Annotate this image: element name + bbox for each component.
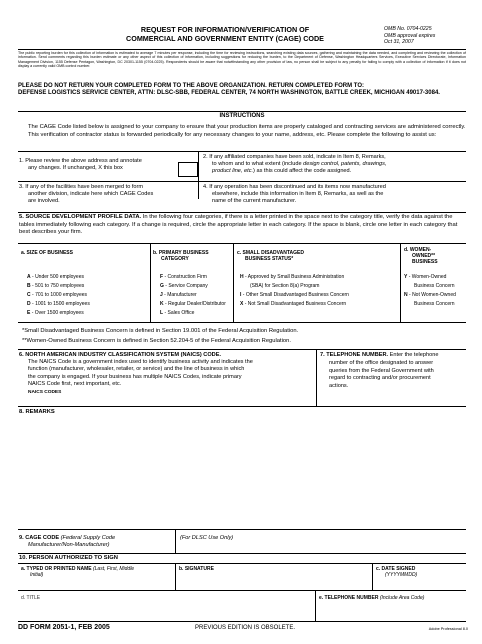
category-b-title-line1: b. PRIMARY BUSINESS [153,250,209,256]
primary-business-option-code: G [160,283,164,289]
women-owned-option-text: - Women-Owned [407,274,447,280]
women-owned-option-text: Business Concern [414,301,455,307]
item-6-line1: The NAICS Code is a government index used to identify business activity and indicates the [28,359,253,366]
footnotes [22,327,466,346]
item-7-line5: actions. [329,383,349,390]
omb-date: Oct 31, 2007 [384,39,414,46]
naics-codes-label: NAICS CODES [28,390,62,396]
item-2-line2: to whom and to what extent (include [212,161,304,167]
women-owned-list [404,273,456,309]
item-2-line3-italic: product line, etc. [212,168,254,174]
signer-telephone-label: e. TELEPHONE NUMBER [319,595,379,601]
instructions-heading: INSTRUCTIONS [219,113,265,119]
item-3-line3: are involved. [28,198,60,204]
item-3-line2: another division, indicate here which CAGE Codes [28,191,154,197]
cage-code-label-line2: Manufacturer/Non-Manufacturer) [28,542,110,548]
primary-business-option-text: - Service Company [163,283,208,289]
item-3 [19,184,197,205]
item-5-text: In the following four categories, if there is a letter printed in the space next to the category title, verify the data against the tables immediately following each category. If a change is required, circle the appropriate letter in each category. If the space is blank, circle one letter in each category that best describes your firm. [19,214,458,236]
edition-notice: PREVIOUS EDITION IS OBSOLETE. [194,625,296,631]
category-b-title-line2: CATEGORY [161,256,189,262]
item-2-line3: ) as this could affect the code assigned. [253,168,352,174]
category-c-title-line1: c. SMALL DISADVANTAGED [237,250,304,256]
item-7-line2: number of the office designated to answer [329,359,434,366]
sdb-option-code: I [240,292,242,298]
women-owned-option-code: N [404,292,408,298]
item-7-line1: Enter the telephone [389,352,439,358]
sdb-option-text: - Other Small Disadvantaged Business Concern [241,292,349,298]
item-1-line2: any changes. If unchanged, X this box [28,165,123,171]
date-signed-field[interactable] [376,566,466,588]
women-owned-option-item[interactable] [404,300,456,309]
size-of-business-list [27,273,90,318]
primary-business-option-item[interactable] [160,273,226,282]
return-notice-line2: DEFENSE LOGISTICS SERVICE CENTER, ATTN: DLSC-SBB, FEDERAL CENTER, 74 NORTH WASHINGTON, BATTLE CREEK, MICHIGAN 49017-3084. [18,90,440,97]
signer-heading: 10. PERSON AUTHORIZED TO SIGN [19,555,118,561]
women-owned-option-item[interactable] [404,282,456,291]
sdb-option-item[interactable] [240,291,349,300]
signature-field[interactable] [179,566,369,588]
item-2-line1: 2. If any affiliated companies have been sold, indicate in Item 8, Remarks, [203,154,386,160]
category-b-title [153,250,233,262]
item-5-title: 5. SOURCE DEVELOPMENT PROFILE DATA. [19,214,142,220]
sdb-option-text: - Not Small Disadvantaged Business Concern [243,301,347,307]
primary-business-option-code: F [160,274,164,280]
category-c-title [237,250,397,262]
dlsc-use-only: (For DLSC Use Only) [180,535,234,541]
signer-telephone-field[interactable] [319,595,466,619]
item-4-line2: elsewhere, include this information in Item 8, Remarks, as well as the [212,191,384,197]
size-option-code: A [27,274,31,280]
women-owned-option-text: Business Concern [414,283,455,289]
category-d-title-line3: BUSINESS [412,259,438,265]
title-field[interactable] [21,595,313,619]
item-4-line3: name of the current manufacturer. [212,198,297,204]
sdb-option-item[interactable] [240,300,349,309]
item-7-line3: queries from the Federal Government with [329,367,434,374]
size-option-code: D [27,301,31,307]
primary-business-option-item[interactable] [160,300,226,309]
remarks-field[interactable] [19,418,465,526]
date-signed-label: c. DATE SIGNED [376,566,416,572]
primary-business-list [160,273,226,318]
size-option-item[interactable] [27,282,90,291]
signature-label: b. SIGNATURE [179,566,214,572]
typed-name-label-line2: Initial) [30,572,44,578]
sdb-option-item[interactable] [240,282,349,291]
category-a-title: a. SIZE OF BUSINESS [21,250,73,256]
item-4 [203,184,466,205]
item-2 [203,154,466,175]
category-d-title-line2: OWNED** [412,253,436,259]
item-4-line1: 4. If any operation has been discontinued and its items now manufactured [203,184,386,190]
item-7-line4: regard to contracting and/or procurement [329,375,431,382]
remarks-label: 8. REMARKS [19,409,55,415]
primary-business-option-code: J [160,292,163,298]
item-1 [19,158,179,172]
primary-business-option-code: K [160,301,164,307]
omb-number: OMB No. 0704-0225 [384,26,432,32]
item-2-line2-italic: design control, patents, drawings, [303,161,387,167]
women-owned-option-item[interactable] [404,273,456,282]
typed-name-label-italic: (Last, First, Middle [92,566,135,572]
software-version: Adobe Professional 8.0 [428,627,468,631]
typed-name-label: a. TYPED OR PRINTED NAME [21,566,92,572]
form-title [70,26,380,43]
size-option-text: - 501 to 750 employees [30,283,85,289]
primary-business-option-text: - Construction Firm [163,274,207,280]
size-option-code: C [27,292,31,298]
size-option-text: - 701 to 1000 employees [30,292,88,298]
burden-statement: The public reporting burden for this collection of information is estimated to average 7 minutes per response, including the time for reviewing instructions, searching existing data sources, gathering and maintaining the data needed, and completing and reviewing the collection of information. Send comments regarding this burden estimate or any other aspect of this collection of information, including suggestions for reducing the burden, to the Department of Defense, Washington Headquarters Services, Executive Services Directorate, Information Management Division, 1155 Defense Pentagon, Washington, DC 20301-1155 (0704-0225). Respondents should be aware that notwithstanding any other provision of law, no person shall be subject to any penalty for failing to comply with a collection of information if it does not display a currently valid OMB control number. [18,51,466,68]
category-c-title-line2: BUSINESS STATUS* [245,256,294,262]
size-option-code: E [27,310,31,316]
cage-code-label: 9. CAGE CODE [19,535,60,541]
size-option-text: - 1001 to 1500 employees [30,301,90,307]
women-owned-option-item[interactable] [404,291,456,300]
item-5 [19,214,465,237]
sdb-option-text: - Approved by Small Business Administration [243,274,345,280]
cage-code-label-italic: (Federal Supply Code [60,535,116,541]
title-label: d. TITLE [21,595,41,601]
omb-info [384,26,468,46]
sdb-status-list [240,273,349,309]
size-option-item[interactable] [27,309,90,318]
item-7 [320,352,466,391]
size-option-item[interactable] [27,300,90,309]
size-option-item[interactable] [27,291,90,300]
signer-telephone-label-italic: (Include Area Code) [379,595,425,601]
item-6 [19,352,315,396]
item-3-line1: 3. If any of the facilities have been merged to form [19,184,144,190]
category-d-title-line1: d. WOMEN- [404,247,432,253]
return-notice [18,83,466,98]
item-7-title: 7. TELEPHONE NUMBER. [320,352,389,358]
footnote-sdb: *Small Disadvantaged Business Concern is defined in Section 19.001 of the Federal Acquisition Regulation. [22,328,299,334]
unchanged-checkbox[interactable] [178,162,198,177]
date-signed-format: (YYYYMMDD) [385,572,418,578]
primary-business-option-item[interactable] [160,291,226,300]
item-1-line1: 1. Please review the above address and annotate [19,158,142,164]
size-option-text: - Under 500 employees [30,274,84,280]
item-6-line4: NAICS Code first, next important, etc. [28,380,122,387]
form-number: DD FORM 2051-1, FEB 2005 [18,624,110,631]
item-6-line3: the company is engaged. If your business has multiple NAICS Codes, indicate primary [28,373,242,380]
primary-business-option-item[interactable] [160,309,226,318]
category-d-title [404,247,466,265]
sdb-option-code: X [240,301,244,307]
item-9 [19,535,174,549]
primary-business-option-text: - Sales Office [163,310,195,316]
sdb-option-text: (SBA) for Section 8(a) Program [250,283,320,289]
footnote-women: **Women-Owned Business Concern is defined in Section 52.204-5 of the Federal Acquisition Regulation. [22,337,291,344]
size-option-item[interactable] [27,273,90,282]
primary-business-option-code: L [160,310,164,316]
women-owned-option-code: Y [404,274,408,280]
form-title-line1: REQUEST FOR INFORMATION/VERIFICATION OF [140,25,310,34]
size-option-code: B [27,283,31,289]
item-6-line2: function (manufacturer, wholesaler, retailer, or service) and the line of business in which [28,366,245,373]
item-6-title: 6. NORTH AMERICAN INDUSTRY CLASSIFICATION SYSTEM (NAICS) CODE. [19,352,222,358]
primary-business-option-text: - Manufacturer [162,292,197,298]
instructions-text: The CAGE Code listed below is assigned to your company to ensure that your production items are properly cataloged and contracting services are administered correctly. This verification of contractor status is forwarded periodically for any necessary changes to your name, address, etc. Please complete the following to assist us: [28,124,466,138]
women-owned-option-text: - Not Women-Owned [407,292,456,298]
form-title-line2: COMMERCIAL AND GOVERNMENT ENTITY (CAGE) CODE [126,33,324,43]
primary-business-option-text: - Regular Dealer/Distributor [163,301,226,307]
typed-name-field[interactable] [21,566,173,578]
sdb-option-code: H [240,274,244,280]
omb-approval: OMB approval expires [384,32,436,39]
primary-business-option-item[interactable] [160,282,226,291]
naics-codes-field[interactable] [19,398,315,406]
return-notice-line1: PLEASE DO NOT RETURN YOUR COMPLETED FORM TO THE ABOVE ORGANIZATION. RETURN COMPLETED FORM TO: [18,83,365,89]
size-option-text: - Over 1500 employees [30,310,84,316]
sdb-option-item[interactable] [240,273,349,282]
